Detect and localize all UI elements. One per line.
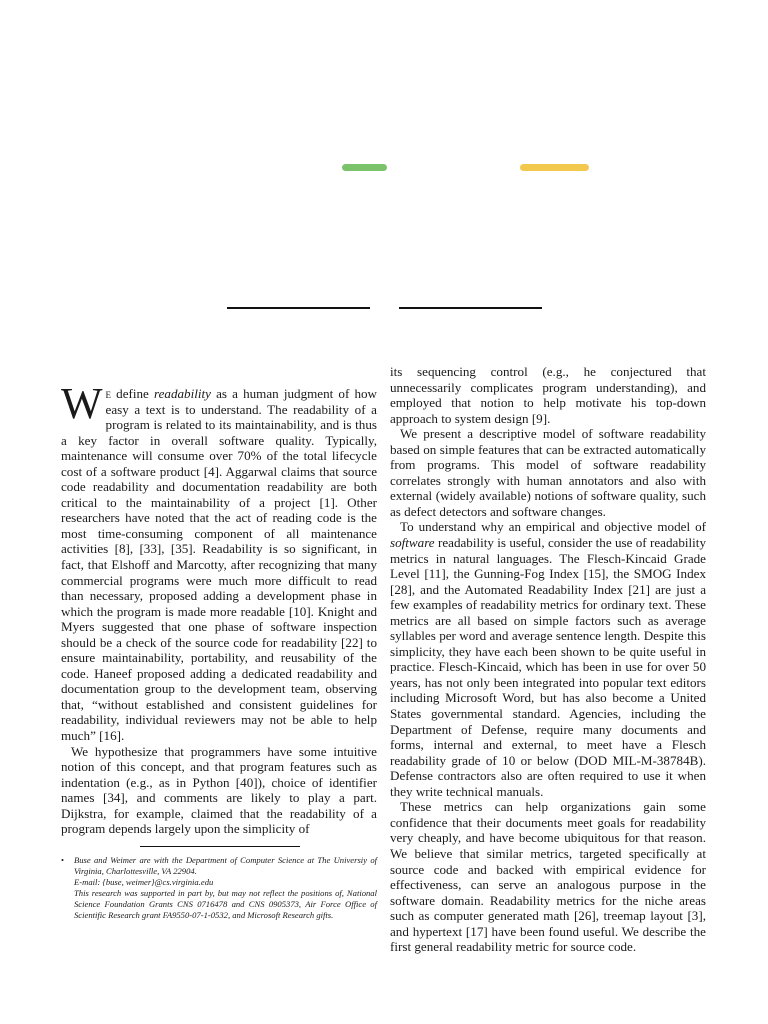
software-term: software [390,535,435,551]
green-highlight-mark [342,164,387,171]
footnote-affiliation: Buse and Weimer are with the Department of Computer Science at The Universiy of Virginia, Charlottesville, VA 22904. [74,855,377,876]
intro-body-text: as a human judgment of how easy a text is to understand. The readability of a program is related to its maintainability, and is thus a key factor in overall software quality. Typically, maintenance will consume over 70% of the total lifecycle cost of a software product [4]. Aggarwal claims that source code readability and documentation readability are both critical to the maintainability of a project [1]. Other researchers have noted that the act of reading code is the most time-consuming component of all maintenance activities [8], [33], [35]. Readability is so significant, in fact, that Elshoff and Marcotty, after recognizing that many commercial programs were much more difficult to read than necessary, proposed adding a development phase in which the program is made more readable [10]. Knight and Myers suggested that one phase of software inspection should be a check of the source code for readability [22] to ensure maintainability, portability, and reusability of the code. Haneef proposed adding a dedicated readability and documentation group to the development team, observing that, “without established and consistent guidelines for readability, individual reviewers may not be able to help much” [16]. [61,386,377,744]
metrics-text-rest: readability is useful, consider the use of readability metrics in natural languages. The Flesch-Kincaid Grade Level [11], the Gunning-Fog Index [15], the SMOG Index [28], and the Automated Readability Index [21] are just a few examples of readability metrics for ordinary text. These metrics are all based on simple factors such as average syllables per word and average sentence length. Despite this simplicity, they have each been shown to be quite useful in practice. Flesch-Kincaid, which has been in use for over 50 years, has not only been integrated into popular text editors including Microsoft Word, but has also become a United States governmental standard. Agencies, including the Department of Defense, require many documents and forms, internal and external, to meet have a Flesch readability grade of 10 or below (DOD MIL-M-38784B). Defense contractors also are often required to use it when they write technical manuals. [390,535,706,799]
title-rule-left [227,307,370,309]
author-footnote [61,855,377,920]
footnote-email: E-mail: {buse, weimer}@cs.virginia.edu [74,876,214,887]
metrics-text-start: To understand why an empirical and objective model of [400,519,706,535]
model-paragraph: We present a descriptive model of software readability based on simple features that can be extracted automatically from programs. This model of software readability correlates strongly with human annotators and also with external (widely available) notions of software quality, such as defect detectors and software changes. [390,426,706,519]
sequencing-paragraph: its sequencing control (e.g., he conjectured that unnecessarily complicates program understanding), and employed that notion to help motivate his top-down approach to system design [9]. [390,364,706,426]
organizations-paragraph: These metrics can help organizations gain some confidence that their documents meet goals for readability very cheaply, and have become ubiquitous for that reason. We believe that similar metrics, targeted specifically at source code and backed with empirical evidence for effectiveness, can serve an analogous purpose in the software domain. Readability metrics for the niche areas such as computer generated math [26], treemap layout [3], and hypertext [17] have been found useful. We describe the first general readability metric for source code. [390,799,706,955]
intro-define-text: define [111,386,154,401]
metrics-paragraph [390,519,706,799]
right-text-column [390,364,706,955]
readability-term: readability [154,386,211,401]
yellow-highlight-mark [520,164,589,171]
left-text-column [61,379,377,837]
title-rule-right [399,307,542,309]
intro-paragraph [61,379,377,744]
drop-cap: W [61,379,103,428]
footnote-rule [140,846,300,847]
footnote-bullet: • [61,855,65,865]
footnote-funding: This research was supported in part by, but may not reflect the positions of, National Science Foundation Grants CNS 0716478 and CNS 0905373, Air Force Office of Scientific Research grant FA9550-07-1-0532, and Microsoft Research gifts. [74,887,377,920]
hypothesis-paragraph: We hypothesize that programmers have some intuitive notion of this concept, and that program features such as indentation (e.g., as in Python [40]), choice of identifier names [34], and comments are likely to play a part. Dijkstra, for example, claimed that the readability of a program depends largely upon the simplicity of [61,743,377,837]
intro-lead-letter: e [105,386,112,401]
